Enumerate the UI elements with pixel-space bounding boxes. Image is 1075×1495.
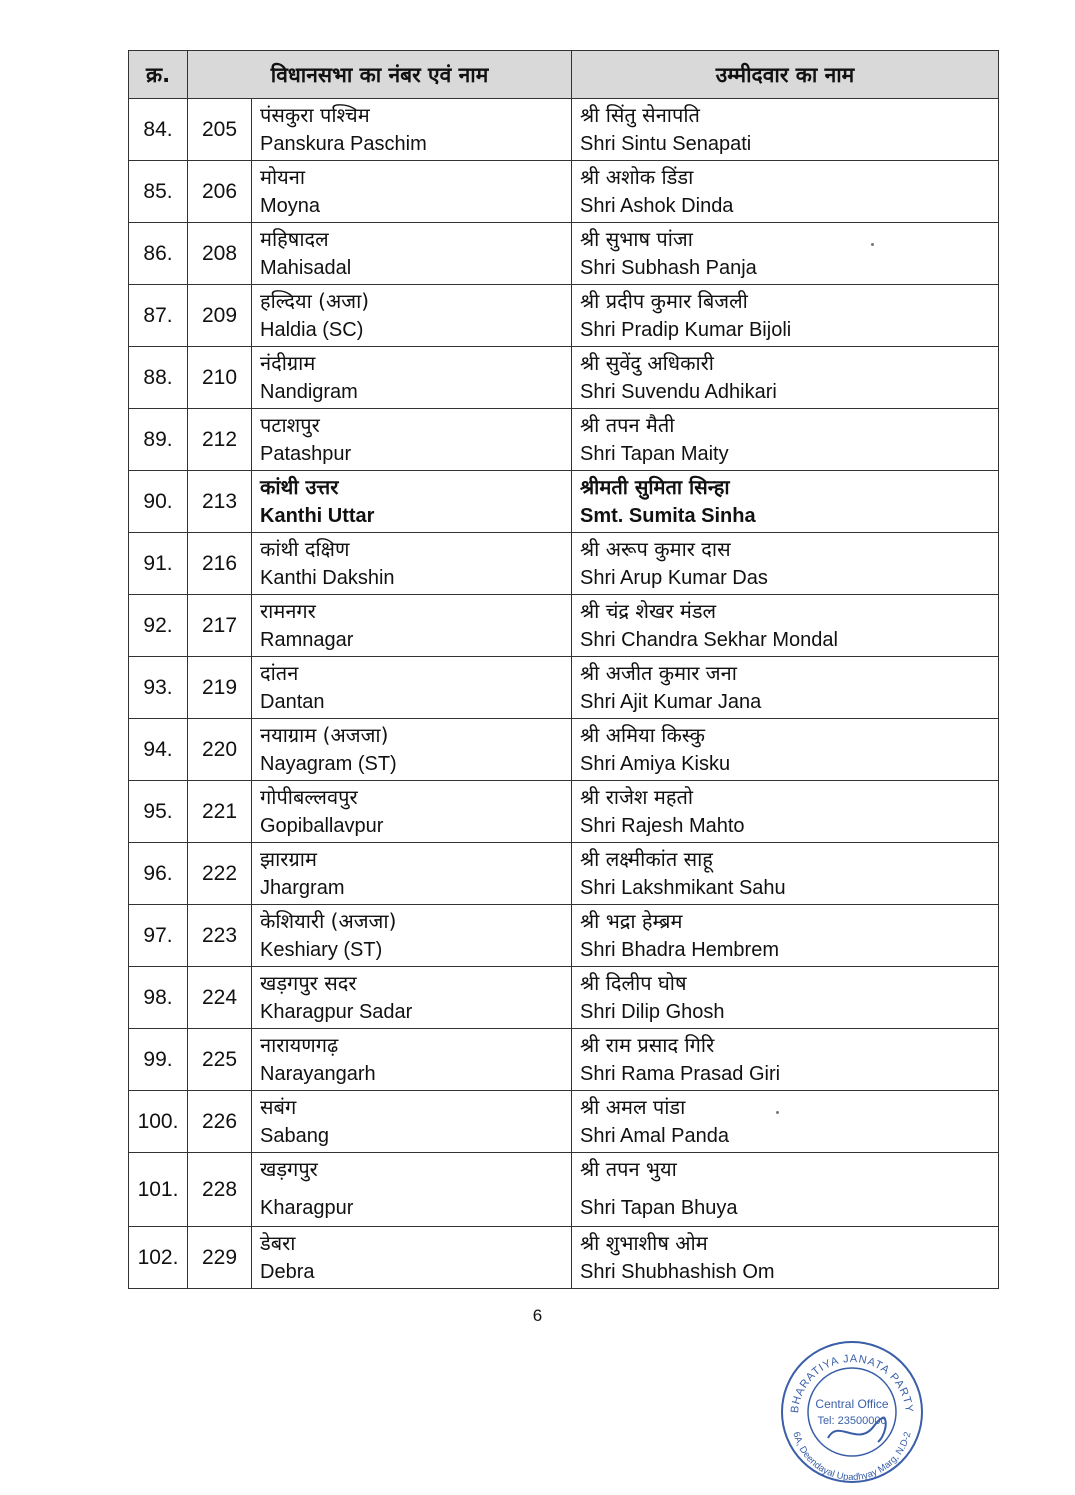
candidate-name-cell <box>572 161 999 223</box>
constituency-name-hindi: मोयना <box>260 165 306 189</box>
constituency-name-hindi: गोपीबल्लवपुर <box>260 785 358 809</box>
serial-number-cell: 87. <box>129 285 188 347</box>
candidate-name-cell <box>572 1091 999 1153</box>
serial-number-cell: 97. <box>129 905 188 967</box>
constituency-name-english: Panskura Paschim <box>260 133 427 155</box>
candidate-name-cell <box>572 409 999 471</box>
table-row <box>129 1227 999 1289</box>
serial-number-cell: 94. <box>129 719 188 781</box>
candidate-name-english: Shri Suvendu Adhikari <box>580 381 777 403</box>
constituency-name-english: Ramnagar <box>260 629 354 651</box>
constituency-name-english: Jhargram <box>260 877 345 899</box>
constituency-name-english: Patashpur <box>260 443 352 465</box>
constituency-name-cell <box>252 1153 572 1227</box>
constituency-name-english: Kharagpur <box>260 1197 354 1219</box>
candidate-name-hindi: श्री दिलीप घोष <box>580 971 687 995</box>
constituency-name-cell <box>252 1227 572 1289</box>
constituency-number-cell: 223 <box>188 905 252 967</box>
constituency-name-cell <box>252 409 572 471</box>
constituency-name-cell <box>252 99 572 161</box>
serial-number-cell: 95. <box>129 781 188 843</box>
table-row <box>129 843 999 905</box>
serial-number-cell: 85. <box>129 161 188 223</box>
candidate-name-cell <box>572 471 999 533</box>
constituency-name-hindi: खड़गपुर <box>260 1157 318 1181</box>
constituency-name-hindi: नारायणगढ़ <box>260 1033 339 1057</box>
candidate-name-hindi: श्री चंद्र शेखर मंडल <box>580 599 717 623</box>
candidate-name-cell <box>572 285 999 347</box>
candidate-name-hindi: श्री अमिया किस्कु <box>580 723 705 747</box>
constituency-name-cell <box>252 657 572 719</box>
constituency-number-cell: 224 <box>188 967 252 1029</box>
constituency-name-cell <box>252 905 572 967</box>
candidate-name-hindi: श्री सुवेंदु अधिकारी <box>580 351 714 375</box>
constituency-name-english: Kharagpur Sadar <box>260 1001 413 1023</box>
candidate-name-english: Shri Amal Panda <box>580 1125 729 1147</box>
constituency-name-hindi: महिषादल <box>260 227 329 251</box>
constituency-name-cell <box>252 781 572 843</box>
constituency-number-cell: 208 <box>188 223 252 285</box>
constituency-number-cell: 213 <box>188 471 252 533</box>
constituency-name-english: Haldia (SC) <box>260 319 364 341</box>
candidate-name-english: Shri Pradip Kumar Bijoli <box>580 319 792 341</box>
constituency-name-english: Narayangarh <box>260 1063 376 1085</box>
constituency-name-hindi: हल्दिया (अजा) <box>260 289 370 313</box>
constituency-number-cell: 217 <box>188 595 252 657</box>
constituency-name-english: Debra <box>260 1261 315 1283</box>
party-seal-stamp <box>778 1338 926 1486</box>
serial-number-cell: 98. <box>129 967 188 1029</box>
candidate-name-hindi: श्री राम प्रसाद गिरि <box>580 1033 715 1057</box>
header-constituency: विधानसभा का नंबर एवं नाम <box>188 51 572 99</box>
candidate-name-cell <box>572 1153 999 1227</box>
constituency-name-hindi: खड़गपुर सदर <box>260 971 357 995</box>
candidate-name-hindi: श्री भद्रा हेम्ब्रम <box>580 909 683 933</box>
seal-center-line1: Central Office <box>815 1397 889 1411</box>
candidate-name-hindi: श्री राजेश महतो <box>580 785 694 809</box>
serial-number-cell: 89. <box>129 409 188 471</box>
constituency-number-cell: 212 <box>188 409 252 471</box>
constituency-name-cell <box>252 719 572 781</box>
constituency-number-cell: 209 <box>188 285 252 347</box>
candidate-name-cell <box>572 595 999 657</box>
table-row <box>129 533 999 595</box>
constituency-name-english: Keshiary (ST) <box>260 939 383 961</box>
constituency-name-english: Sabang <box>260 1125 329 1147</box>
candidate-name-english: Shri Chandra Sekhar Mondal <box>580 629 838 651</box>
candidate-name-hindi: श्री सुभाष पांजा <box>580 227 693 251</box>
candidate-name-hindi: श्री शुभाशीष ओम <box>580 1231 708 1255</box>
candidate-name-cell <box>572 223 999 285</box>
serial-number-cell: 91. <box>129 533 188 595</box>
constituency-name-cell <box>252 533 572 595</box>
serial-number-cell: 86. <box>129 223 188 285</box>
serial-number-cell: 90. <box>129 471 188 533</box>
table-row <box>129 657 999 719</box>
constituency-name-english: Dantan <box>260 691 325 713</box>
candidate-table <box>128 50 999 1289</box>
table-row <box>129 1153 999 1227</box>
seal-center-line2: Tel: 23500000 <box>817 1415 887 1427</box>
constituency-name-english: Moyna <box>260 195 321 217</box>
candidate-name-english: Shri Shubhashish Om <box>580 1261 775 1283</box>
candidate-name-english: Shri Tapan Bhuya <box>580 1197 738 1219</box>
candidate-name-cell <box>572 1029 999 1091</box>
candidate-name-hindi: श्री अरूप कुमार दास <box>580 537 731 561</box>
candidate-name-hindi: श्री अजीत कुमार जना <box>580 661 737 685</box>
table-row <box>129 347 999 409</box>
constituency-number-cell: 210 <box>188 347 252 409</box>
constituency-number-cell: 222 <box>188 843 252 905</box>
constituency-name-hindi: दांतन <box>260 661 299 685</box>
constituency-number-cell: 228 <box>188 1153 252 1227</box>
serial-number-cell: 99. <box>129 1029 188 1091</box>
constituency-number-cell: 219 <box>188 657 252 719</box>
header-candidate: उम्मीदवार का नाम <box>572 51 999 99</box>
candidate-name-hindi: श्री सिंतु सेनापति <box>580 103 700 127</box>
constituency-number-cell: 229 <box>188 1227 252 1289</box>
constituency-name-english: Mahisadal <box>260 257 352 279</box>
constituency-number-cell: 226 <box>188 1091 252 1153</box>
constituency-name-hindi: डेबरा <box>260 1231 296 1255</box>
constituency-number-cell: 205 <box>188 99 252 161</box>
serial-number-cell: 100. <box>129 1091 188 1153</box>
table-row <box>129 223 999 285</box>
table-row <box>129 781 999 843</box>
constituency-name-english: Gopiballavpur <box>260 815 384 837</box>
constituency-number-cell: 221 <box>188 781 252 843</box>
table-body <box>129 99 999 1289</box>
constituency-name-cell <box>252 595 572 657</box>
page-number: 6 <box>532 1306 543 1325</box>
candidate-name-hindi: श्री अशोक डिंडा <box>580 165 694 189</box>
candidate-name-hindi: श्री प्रदीप कुमार बिजली <box>580 289 748 313</box>
candidate-name-english: Shri Rajesh Mahto <box>580 815 745 837</box>
candidate-name-english: Shri Rama Prasad Giri <box>580 1063 781 1085</box>
table-row <box>129 99 999 161</box>
constituency-name-hindi: केशियारी (अजजा) <box>260 909 397 933</box>
candidate-name-english: Shri Subhash Panja <box>580 257 757 279</box>
seal-top-text: BHARATIYA JANATA PARTY <box>788 1352 916 1414</box>
serial-number-cell: 93. <box>129 657 188 719</box>
constituency-name-cell <box>252 347 572 409</box>
header-serial: क्र. <box>129 51 188 99</box>
candidate-name-cell <box>572 781 999 843</box>
constituency-name-hindi: कांथी उत्तर <box>260 475 339 499</box>
candidate-name-english: Shri Ashok Dinda <box>580 195 734 217</box>
table-row <box>129 1029 999 1091</box>
constituency-name-english: Nandigram <box>260 381 358 403</box>
constituency-name-hindi: पटाशपुर <box>260 413 320 437</box>
constituency-name-hindi: रामनगर <box>260 599 316 623</box>
serial-number-cell: 96. <box>129 843 188 905</box>
candidate-name-english: Shri Bhadra Hembrem <box>580 939 779 961</box>
candidate-name-hindi: श्री लक्ष्मीकांत साहू <box>580 847 713 871</box>
table-row <box>129 595 999 657</box>
constituency-name-cell <box>252 967 572 1029</box>
constituency-name-cell <box>252 1091 572 1153</box>
serial-number-cell: 88. <box>129 347 188 409</box>
candidate-name-english: Smt. Sumita Sinha <box>580 505 756 527</box>
constituency-name-hindi: कांथी दक्षिण <box>260 537 350 561</box>
serial-number-cell: 84. <box>129 99 188 161</box>
candidate-name-english: Shri Ajit Kumar Jana <box>580 691 762 713</box>
serial-number-cell: 101. <box>129 1153 188 1227</box>
candidate-name-cell <box>572 657 999 719</box>
candidate-name-cell <box>572 905 999 967</box>
candidate-name-cell <box>572 533 999 595</box>
constituency-name-english: Kanthi Dakshin <box>260 567 395 589</box>
table-row <box>129 285 999 347</box>
candidate-name-hindi: श्री तपन भुया <box>580 1157 677 1181</box>
speck <box>776 1111 779 1114</box>
candidate-name-cell <box>572 99 999 161</box>
candidate-name-cell <box>572 719 999 781</box>
constituency-number-cell: 220 <box>188 719 252 781</box>
constituency-name-hindi: नंदीग्राम <box>260 351 316 375</box>
candidate-name-cell <box>572 967 999 1029</box>
candidate-name-hindi: श्री अमल पांडा <box>580 1095 686 1119</box>
constituency-name-hindi: पंसकुरा पश्चिम <box>260 103 370 127</box>
constituency-name-hindi: सबंग <box>260 1095 297 1119</box>
table-header-row <box>129 51 999 99</box>
candidate-name-english: Shri Tapan Maity <box>580 443 729 465</box>
table-row <box>129 1091 999 1153</box>
constituency-number-cell: 216 <box>188 533 252 595</box>
table-row <box>129 719 999 781</box>
constituency-name-cell <box>252 843 572 905</box>
candidate-name-cell <box>572 347 999 409</box>
constituency-name-hindi: झारग्राम <box>260 847 317 871</box>
candidate-name-english: Shri Sintu Senapati <box>580 133 752 155</box>
seal-bottom-text: 6A, Deendayal Upadhyay Marg, N.D-2 <box>790 1430 914 1484</box>
constituency-name-cell <box>252 223 572 285</box>
constituency-number-cell: 206 <box>188 161 252 223</box>
candidate-name-english: Shri Amiya Kisku <box>580 753 731 775</box>
table-row <box>129 471 999 533</box>
serial-number-cell: 92. <box>129 595 188 657</box>
table-row <box>129 905 999 967</box>
candidate-name-cell <box>572 1227 999 1289</box>
candidate-name-hindi: श्रीमती सुमिता सिन्हा <box>580 475 730 499</box>
serial-number-cell: 102. <box>129 1227 188 1289</box>
constituency-name-cell <box>252 1029 572 1091</box>
candidate-name-cell <box>572 843 999 905</box>
constituency-name-cell <box>252 161 572 223</box>
constituency-name-english: Nayagram (ST) <box>260 753 397 775</box>
candidate-name-english: Shri Dilip Ghosh <box>580 1001 725 1023</box>
constituency-name-cell <box>252 471 572 533</box>
constituency-name-cell <box>252 285 572 347</box>
candidate-name-english: Shri Arup Kumar Das <box>580 567 768 589</box>
constituency-name-english: Kanthi Uttar <box>260 505 375 527</box>
table-row <box>129 161 999 223</box>
speck <box>871 243 874 246</box>
candidate-name-hindi: श्री तपन मैती <box>580 413 675 437</box>
table-row <box>129 409 999 471</box>
candidate-name-english: Shri Lakshmikant Sahu <box>580 877 786 899</box>
constituency-number-cell: 225 <box>188 1029 252 1091</box>
table-row <box>129 967 999 1029</box>
constituency-name-hindi: नयाग्राम (अजजा) <box>260 723 389 747</box>
seal-inner-ring <box>808 1368 896 1456</box>
